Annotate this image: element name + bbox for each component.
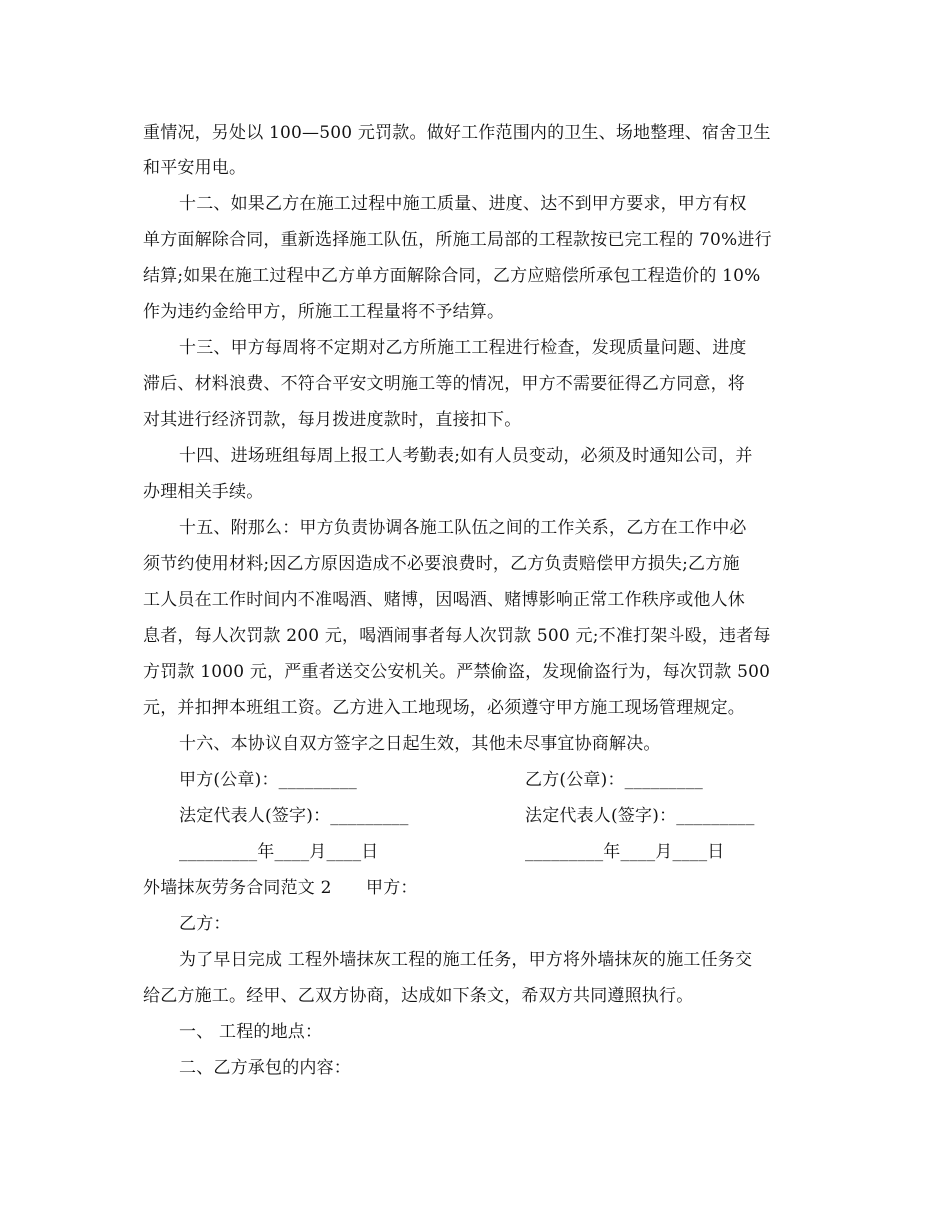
party-b-date: _________年____月____日 (525, 842, 725, 862)
text-line: 工人员在工作时间内不准喝酒、赌博，因喝酒、赌博影响正常工作秩序或他人休 (143, 590, 745, 610)
text-line: 单方面解除合同，重新选择施工队伍，所施工局部的工程款按已完工程的 70%进行 (143, 230, 772, 250)
item-1-location: 一、 工程的地点： (179, 1022, 323, 1042)
clause-15-line: 十五、附那么：甲方负责协调各施工队伍之间的工作关系，乙方在工作中必 (179, 518, 747, 538)
clause-12-line: 十二、如果乙方在施工过程中施工质量、进度、达不到甲方要求，甲方有权 (179, 194, 747, 214)
clause-16-line: 十六、本协议自双方签字之日起生效，其他未尽事宜协商解决。 (179, 734, 661, 754)
text-line: 须节约使用材料;因乙方原因造成不必要浪费时，乙方负责赔偿甲方损失;乙方施 (143, 554, 740, 574)
clause-13-line: 十三、甲方每周将不定期对乙方所施工工程进行检查，发现质量问题、进度 (179, 338, 747, 358)
party-a-representative: 法定代表人(签字)：_________ (179, 806, 409, 826)
text-line: 元，并扣押本班组工资。乙方进入工地现场，必须遵守甲方施工现场管理规定。 (143, 698, 745, 718)
text-line: 办理相关手续。 (143, 482, 264, 502)
clause-14-line: 十四、进场班组每周上报工人考勤表;如有人员变动，必须及时通知公司，并 (179, 446, 753, 466)
text-line: 滞后、材料浪费、不符合平安文明施工等的情况，甲方不需要征得乙方同意，将 (143, 374, 745, 394)
text-line: 方罚款 1000 元，严重者送交公安机关。严禁偷盗，发现偷盗行为，每次罚款 500 (143, 662, 771, 682)
party-a-date: _________年____月____日 (179, 842, 379, 862)
text-line: 结算;如果在施工过程中乙方单方面解除合同，乙方应赔偿所承包工程造价的 10% (143, 266, 761, 286)
text-line: 对其进行经济罚款，每月拨进度款时，直接扣下。 (143, 410, 522, 430)
item-2-scope: 二、乙方承包的内容： (179, 1058, 351, 1078)
text-line: 重情况，另处以 100—500 元罚款。做好工作范围内的卫生、场地整理、宿舍卫生 (143, 123, 771, 143)
party-b-label: 乙方： (179, 914, 231, 934)
text-line: 作为违约金给甲方，所施工工程量将不予结算。 (143, 302, 505, 322)
intro-line: 为了早日完成 工程外墙抹灰工程的施工任务，甲方将外墙抹灰的施工任务交 (179, 950, 753, 970)
text-line: 息者，每人次罚款 200 元，喝酒闹事者每人次罚款 500 元;不准打架斗殴，违者每 (143, 626, 771, 646)
party-b-seal: 乙方(公章)：_________ (525, 770, 703, 790)
text-line: 给乙方施工。经甲、乙双方协商，达成如下条文，希双方共同遵照执行。 (143, 986, 694, 1006)
section-title: 外墙抹灰劳务合同范文 2 甲方： (143, 878, 418, 898)
party-b-representative: 法定代表人(签字)：_________ (525, 806, 755, 826)
text-line: 和平安用电。 (143, 158, 247, 178)
party-a-seal: 甲方(公章)：_________ (179, 770, 357, 790)
